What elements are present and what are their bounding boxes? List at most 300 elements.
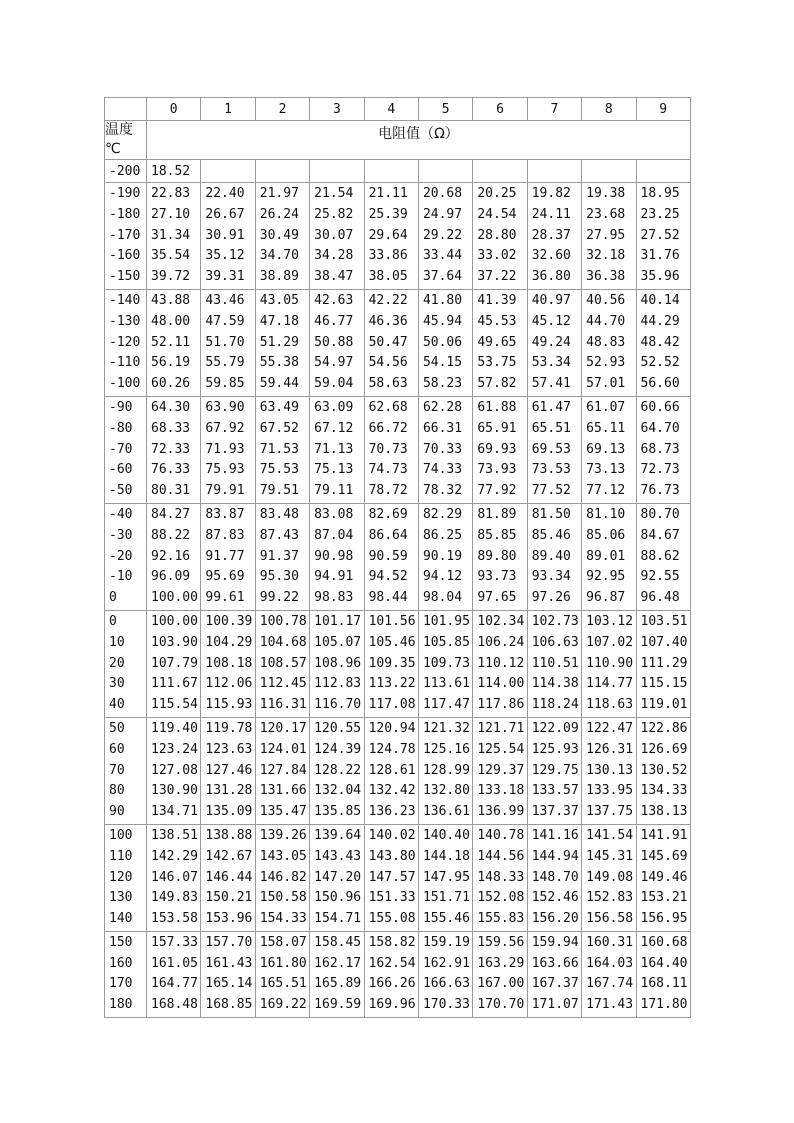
resistance-cell: [418, 503, 472, 610]
temperature-value: -20: [109, 548, 133, 564]
resistance-value: 103.12: [586, 613, 634, 629]
resistance-value: 153.96: [205, 911, 253, 927]
temperature-cell: [105, 931, 147, 1017]
resistance-value: 64.30: [151, 399, 191, 415]
resistance-value: 128.22: [314, 762, 362, 778]
resistance-value: 106.24: [477, 634, 525, 650]
resistance-value: 39.31: [205, 269, 245, 285]
resistance-cell: [473, 824, 527, 931]
resistance-value: 169.96: [368, 997, 416, 1013]
resistance-value: 128.99: [422, 762, 470, 778]
resistance-value: 145.31: [586, 848, 634, 864]
resistance-cell: [147, 824, 201, 931]
temperature-value: 50: [109, 720, 125, 736]
resistance-value: 151.33: [368, 890, 416, 906]
resistance-value: 92.55: [640, 569, 680, 585]
resistance-cell: [255, 931, 309, 1017]
resistance-cell: [636, 289, 690, 396]
temperature-value: -190: [109, 186, 141, 201]
resistance-value: 127.08: [151, 762, 198, 778]
resistance-value: 111.29: [640, 655, 688, 671]
column-header: 0: [147, 98, 201, 121]
resistance-value: 30.91: [205, 227, 245, 243]
resistance-value: 119.01: [640, 697, 688, 713]
resistance-value: 38.47: [314, 269, 354, 285]
resistance-value: 46.36: [368, 313, 408, 329]
temperature-value: -180: [109, 206, 141, 222]
resistance-label: 电阻值（Ω）: [147, 121, 691, 160]
resistance-value: 40.97: [531, 292, 571, 308]
resistance-value: 75.93: [205, 462, 245, 478]
resistance-value: 76.33: [151, 462, 191, 478]
resistance-value: 141.54: [586, 827, 634, 843]
resistance-value: 47.59: [205, 313, 245, 329]
resistance-value: 143.05: [259, 848, 307, 864]
resistance-value: 101.17: [314, 613, 362, 629]
resistance-cell: [310, 289, 364, 396]
resistance-value: 40.56: [586, 292, 626, 308]
resistance-value: 39.72: [151, 269, 191, 285]
resistance-value: 121.71: [477, 720, 525, 736]
resistance-value: 130.13: [586, 762, 634, 778]
resistance-value: 77.52: [531, 483, 571, 499]
resistance-value: 154.71: [314, 911, 362, 927]
resistance-value: 33.02: [477, 248, 517, 264]
resistance-value: 28.80: [477, 227, 517, 243]
resistance-value: 49.65: [477, 334, 517, 350]
resistance-value: 122.86: [640, 720, 688, 736]
resistance-value: 85.46: [531, 527, 571, 543]
temperature-label-text: 温度: [105, 122, 133, 138]
resistance-cell: [636, 503, 690, 610]
resistance-cell: [255, 717, 309, 824]
temperature-value: 0: [109, 590, 117, 606]
resistance-cell: [364, 289, 418, 396]
resistance-cell: [310, 396, 364, 503]
column-header: 9: [636, 98, 690, 121]
resistance-value: 27.10: [151, 206, 191, 222]
temperature-value: 90: [109, 804, 125, 820]
resistance-value: 21.11: [368, 186, 408, 201]
resistance-value: 24.54: [477, 206, 517, 222]
resistance-value: 65.51: [531, 420, 571, 436]
resistance-value: 107.40: [640, 634, 688, 650]
resistance-value: 122.47: [586, 720, 634, 736]
resistance-value: 160.31: [586, 934, 634, 950]
column-header: 5: [418, 98, 472, 121]
resistance-cell: [582, 160, 636, 183]
resistance-cell: [527, 396, 581, 503]
resistance-value: 25.82: [314, 206, 354, 222]
resistance-value: 143.80: [368, 848, 416, 864]
resistance-value: 160.68: [640, 934, 688, 950]
resistance-value: 95.30: [259, 569, 299, 585]
resistance-value: 76.73: [640, 483, 680, 499]
resistance-value: 23.68: [586, 206, 626, 222]
resistance-value: 167.74: [586, 976, 634, 992]
resistance-value: 24.11: [531, 206, 571, 222]
resistance-value: 163.66: [531, 955, 579, 971]
resistance-value: 132.04: [314, 783, 362, 799]
resistance-value: 131.28: [205, 783, 253, 799]
resistance-cell: [418, 717, 472, 824]
resistance-value: 67.92: [205, 420, 245, 436]
resistance-value: 100.39: [205, 613, 253, 629]
resistance-value: 43.05: [259, 292, 299, 308]
resistance-cell: [201, 717, 255, 824]
resistance-value: 55.79: [205, 355, 245, 371]
column-header: 3: [310, 98, 364, 121]
resistance-value: 29.22: [422, 227, 463, 243]
resistance-value: 99.22: [259, 590, 299, 606]
resistance-value: 125.16: [422, 741, 470, 757]
resistance-value: 158.45: [314, 934, 362, 950]
resistance-value: 105.46: [368, 634, 416, 650]
resistance-cell: [473, 160, 527, 183]
resistance-value: 120.17: [259, 720, 307, 736]
resistance-value: 164.03: [586, 955, 634, 971]
resistance-value: 117.08: [368, 697, 416, 713]
resistance-value: 42.22: [368, 292, 408, 308]
resistance-value: 144.18: [422, 848, 470, 864]
resistance-value: 115.15: [640, 676, 688, 692]
row-group: [105, 824, 691, 931]
resistance-value: 53.75: [477, 355, 517, 371]
resistance-value: 62.28: [422, 399, 463, 415]
temperature-cell: [105, 160, 147, 183]
resistance-cell: [636, 931, 690, 1017]
resistance-value: 69.53: [531, 441, 571, 457]
resistance-value: 40.14: [640, 292, 680, 308]
resistance-cell: [255, 824, 309, 931]
row-group: [105, 160, 691, 183]
resistance-value: 37.22: [477, 269, 517, 285]
resistance-value: 145.69: [640, 848, 688, 864]
resistance-value: 74.33: [422, 462, 463, 478]
resistance-value: 133.18: [477, 783, 525, 799]
resistance-value: 67.12: [314, 420, 354, 436]
resistance-value: 90.59: [368, 548, 408, 564]
resistance-cell: [636, 717, 690, 824]
resistance-cell: [147, 160, 201, 183]
resistance-value: 52.93: [586, 355, 626, 371]
resistance-value: 132.42: [368, 783, 416, 799]
resistance-value: 153.58: [151, 911, 198, 927]
resistance-value: 107.02: [586, 634, 634, 650]
resistance-cell: [255, 503, 309, 610]
resistance-value: 26.67: [205, 206, 245, 222]
resistance-value: 112.45: [259, 676, 307, 692]
resistance-value: 38.89: [259, 269, 299, 285]
resistance-value: 146.44: [205, 869, 253, 885]
resistance-cell: [147, 610, 201, 717]
resistance-value: 99.61: [205, 590, 245, 606]
resistance-value: 45.94: [422, 313, 463, 329]
resistance-value: 162.17: [314, 955, 362, 971]
resistance-value: 168.48: [151, 997, 198, 1013]
resistance-value: 24.97: [422, 206, 463, 222]
resistance-value: 78.72: [368, 483, 408, 499]
temperature-value: 180: [109, 997, 133, 1013]
resistance-value: 165.51: [259, 976, 307, 992]
resistance-value: 159.56: [477, 934, 525, 950]
row-group: [105, 503, 691, 610]
temperature-value: 130: [109, 890, 133, 906]
resistance-value: 110.12: [477, 655, 525, 671]
resistance-value: 114.77: [586, 676, 634, 692]
resistance-value: 41.39: [477, 292, 517, 308]
resistance-value: 166.26: [368, 976, 416, 992]
resistance-value: 119.78: [205, 720, 253, 736]
resistance-cell: [418, 931, 472, 1017]
resistance-value: 61.88: [477, 399, 517, 415]
resistance-value: 97.26: [531, 590, 571, 606]
temperature-value: -170: [109, 227, 141, 243]
resistance-value: 20.25: [477, 186, 517, 201]
resistance-value: 138.13: [640, 804, 688, 820]
resistance-value: 139.26: [259, 827, 307, 843]
resistance-value: 73.53: [531, 462, 571, 478]
resistance-value: 36.80: [531, 269, 571, 285]
resistance-value: 140.40: [422, 827, 470, 843]
resistance-cell: [310, 931, 364, 1017]
resistance-value: 159.19: [422, 934, 470, 950]
resistance-value: 84.67: [640, 527, 680, 543]
resistance-cell: [364, 610, 418, 717]
resistance-cell: [527, 503, 581, 610]
resistance-value: 103.51: [640, 613, 688, 629]
resistance-value: 153.21: [640, 890, 688, 906]
resistance-value: 115.93: [205, 697, 253, 713]
resistance-value: 159.94: [531, 934, 579, 950]
resistance-value: 116.70: [314, 697, 362, 713]
resistance-value: 19.38: [586, 186, 626, 201]
resistance-value: 104.29: [205, 634, 253, 650]
resistance-cell: [310, 717, 364, 824]
resistance-value: 61.07: [586, 399, 626, 415]
resistance-value: 79.11: [314, 483, 354, 499]
resistance-cell: [147, 717, 201, 824]
resistance-value: 169.59: [314, 997, 362, 1013]
resistance-value: 65.91: [477, 420, 517, 436]
resistance-value: 37.64: [422, 269, 463, 285]
resistance-value: 120.55: [314, 720, 362, 736]
resistance-value: 155.08: [368, 911, 416, 927]
resistance-value: 34.28: [314, 248, 354, 264]
resistance-value: 50.06: [422, 334, 463, 350]
resistance-value: 94.52: [368, 569, 408, 585]
resistance-value: 132.80: [422, 783, 470, 799]
resistance-value: 123.24: [151, 741, 198, 757]
resistance-value: 51.29: [259, 334, 299, 350]
resistance-value: 81.50: [531, 506, 571, 522]
resistance-value: 18.52: [151, 163, 191, 179]
resistance-value: 32.60: [531, 248, 571, 264]
temperature-value: 20: [109, 655, 125, 671]
resistance-value: 158.07: [259, 934, 307, 950]
resistance-value: 44.70: [586, 313, 626, 329]
resistance-value: 95.69: [205, 569, 245, 585]
resistance-cell: [473, 931, 527, 1017]
resistance-value: 117.47: [422, 697, 470, 713]
resistance-value: 89.40: [531, 548, 571, 564]
resistance-value: 142.29: [151, 848, 198, 864]
resistance-value: 89.01: [586, 548, 626, 564]
resistance-value: 118.63: [586, 697, 634, 713]
resistance-cell: [527, 289, 581, 396]
resistance-value: 57.82: [477, 376, 517, 392]
resistance-value: 62.68: [368, 399, 408, 415]
resistance-value: 98.04: [422, 590, 463, 606]
resistance-value: 101.56: [368, 613, 416, 629]
resistance-value: 56.60: [640, 376, 680, 392]
resistance-value: 85.85: [477, 527, 517, 543]
resistance-value: 68.73: [640, 441, 680, 457]
column-header: 7: [527, 98, 581, 121]
resistance-value: 171.80: [640, 997, 688, 1013]
resistance-value: 66.31: [422, 420, 463, 436]
resistance-value: 60.66: [640, 399, 680, 415]
resistance-value: 58.63: [368, 376, 408, 392]
resistance-value: 170.70: [477, 997, 525, 1013]
resistance-value: 138.51: [151, 827, 198, 843]
resistance-value: 102.73: [531, 613, 579, 629]
column-header: 1: [201, 98, 255, 121]
temperature-value: -100: [109, 376, 141, 392]
resistance-value: 33.86: [368, 248, 408, 264]
resistance-value: 72.33: [151, 441, 191, 457]
resistance-value: 92.16: [151, 548, 191, 564]
resistance-value: 167.00: [477, 976, 525, 992]
resistance-value: 168.11: [640, 976, 688, 992]
resistance-value: 30.07: [314, 227, 354, 243]
resistance-cell: [527, 931, 581, 1017]
resistance-value: 101.95: [422, 613, 470, 629]
resistance-cell: [201, 160, 255, 183]
resistance-value: 120.94: [368, 720, 416, 736]
resistance-value: 109.73: [422, 655, 470, 671]
resistance-value: 161.05: [151, 955, 198, 971]
resistance-value: 87.04: [314, 527, 354, 543]
resistance-value: 43.88: [151, 292, 191, 308]
resistance-value: 68.33: [151, 420, 191, 436]
resistance-value: 88.22: [151, 527, 191, 543]
resistance-value: 50.47: [368, 334, 408, 350]
resistance-cell: [582, 503, 636, 610]
resistance-value: 86.25: [422, 527, 463, 543]
resistance-value: 90.19: [422, 548, 463, 564]
temperature-value: -140: [109, 292, 141, 308]
resistance-value: 136.23: [368, 804, 416, 820]
resistance-value: 35.96: [640, 269, 680, 285]
resistance-value: 108.57: [259, 655, 307, 671]
resistance-value: 137.37: [531, 804, 579, 820]
resistance-value: 164.77: [151, 976, 198, 992]
resistance-cell: [636, 824, 690, 931]
resistance-value: 83.87: [205, 506, 245, 522]
temperature-value: -90: [109, 399, 133, 415]
table-body: [105, 160, 691, 1018]
resistance-value: 162.54: [368, 955, 416, 971]
resistance-value: 125.54: [477, 741, 525, 757]
resistance-cell: [527, 610, 581, 717]
resistance-value: 105.85: [422, 634, 470, 650]
resistance-value: 26.24: [259, 206, 299, 222]
resistance-value: 171.07: [531, 997, 579, 1013]
column-header: 4: [364, 98, 418, 121]
resistance-value: 171.43: [586, 997, 634, 1013]
resistance-cell: [418, 160, 472, 183]
resistance-value: 104.68: [259, 634, 307, 650]
resistance-value: 150.96: [314, 890, 362, 906]
resistance-value: 43.46: [205, 292, 245, 308]
resistance-cell: [201, 503, 255, 610]
temperature-value: 150: [109, 934, 133, 950]
resistance-value: 71.93: [205, 441, 245, 457]
resistance-value: 32.18: [586, 248, 626, 264]
resistance-value: 144.94: [531, 848, 579, 864]
resistance-value: 151.71: [422, 890, 470, 906]
celsius-unit: ℃: [105, 141, 121, 157]
resistance-value: 91.77: [205, 548, 245, 564]
resistance-cell: [147, 396, 201, 503]
resistance-value: 47.18: [259, 313, 299, 329]
temperature-cell: [105, 289, 147, 396]
temperature-value: 80: [109, 783, 125, 799]
row-group: [105, 717, 691, 824]
resistance-value: 112.06: [205, 676, 253, 692]
resistance-value: 156.58: [586, 911, 634, 927]
resistance-value: 143.43: [314, 848, 362, 864]
resistance-value: 63.49: [259, 399, 299, 415]
resistance-value: 36.38: [586, 269, 626, 285]
temperature-label: [105, 121, 147, 160]
resistance-cell: [636, 396, 690, 503]
resistance-cell: [527, 160, 581, 183]
resistance-value: 46.77: [314, 313, 354, 329]
resistance-value: 90.98: [314, 548, 354, 564]
resistance-value: 80.70: [640, 506, 680, 522]
resistance-value: 122.09: [531, 720, 579, 736]
resistance-cell: [636, 610, 690, 717]
resistance-value: 134.33: [640, 783, 688, 799]
resistance-value: 147.57: [368, 869, 416, 885]
resistance-value: 163.29: [477, 955, 525, 971]
resistance-table: [104, 97, 691, 1018]
resistance-value: 79.91: [205, 483, 245, 499]
resistance-value: 111.67: [151, 676, 198, 692]
resistance-value: 126.69: [640, 741, 688, 757]
resistance-value: 103.90: [151, 634, 198, 650]
temperature-value: -10: [109, 569, 133, 585]
resistance-value: 67.52: [259, 420, 299, 436]
resistance-value: 21.54: [314, 186, 354, 201]
resistance-value: 96.87: [586, 590, 626, 606]
resistance-value: 100.00: [151, 613, 198, 629]
resistance-value: 134.71: [151, 804, 198, 820]
resistance-value: 140.02: [368, 827, 416, 843]
corner-cell: [105, 98, 147, 121]
resistance-value: 166.63: [422, 976, 470, 992]
resistance-cell: [201, 931, 255, 1017]
resistance-value: 73.93: [477, 462, 517, 478]
resistance-value: 20.68: [422, 186, 463, 201]
resistance-value: 86.64: [368, 527, 408, 543]
resistance-value: 136.61: [422, 804, 470, 820]
resistance-value: 74.73: [368, 462, 408, 478]
resistance-value: 149.08: [586, 869, 634, 885]
resistance-value: 70.33: [422, 441, 463, 457]
